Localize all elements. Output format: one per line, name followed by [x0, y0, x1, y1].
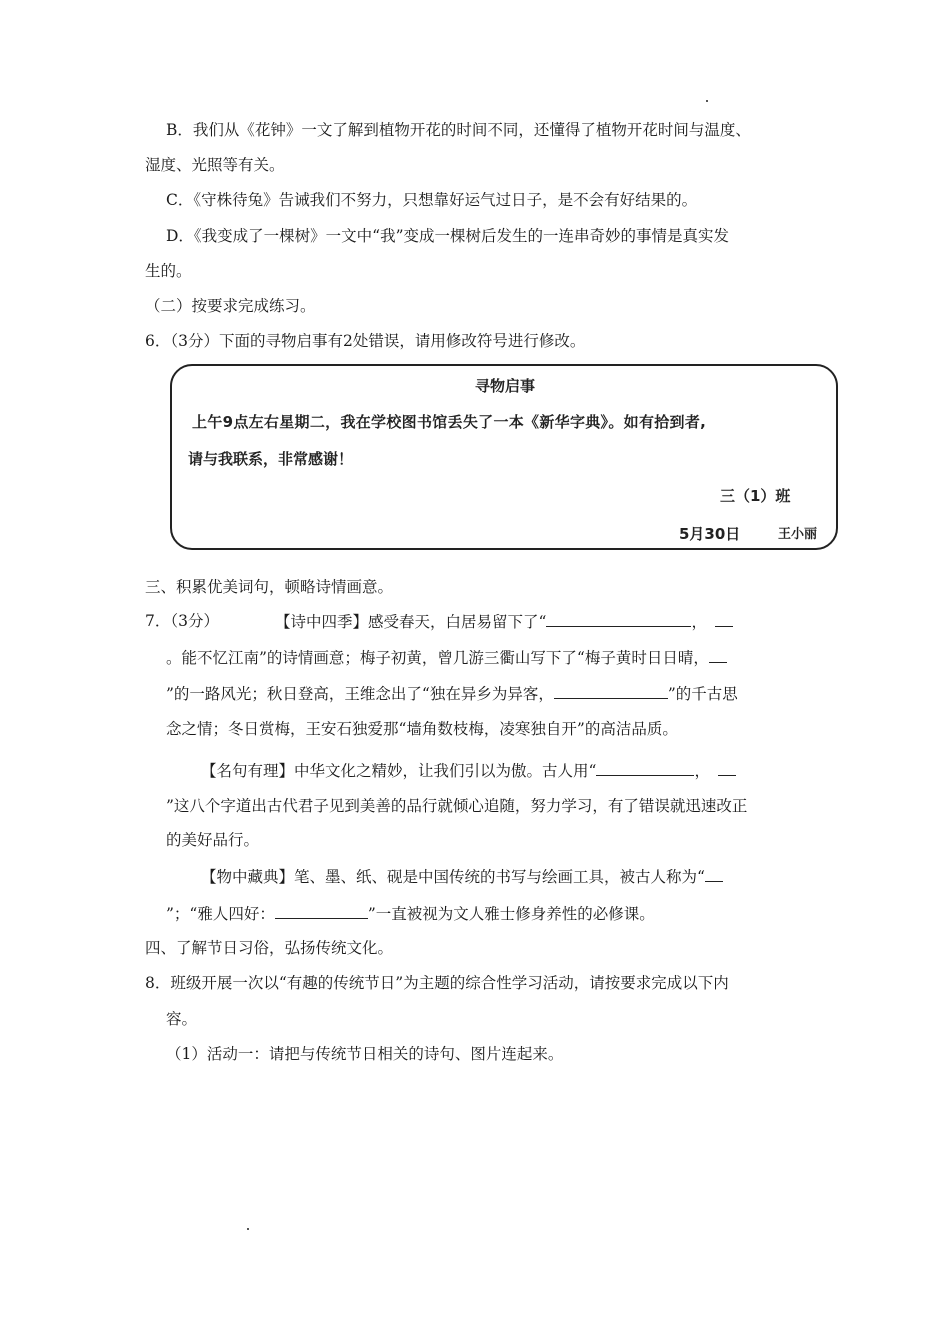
fill-blank[interactable]: [715, 610, 733, 627]
q7-line2-text: 。能不忆江南”的诗情画意；梅子初黄，曾几游三衢山写下了“梅子黄时日日晴，: [166, 649, 709, 667]
question-6: 6．（3分）下面的寻物启事有2处错误，请用修改符号进行修改。: [145, 332, 586, 350]
q8-line2: 容。: [166, 1010, 198, 1028]
fill-blank[interactable]: [554, 682, 668, 699]
fill-blank[interactable]: [718, 759, 736, 776]
notice-class: 三（1）班: [720, 487, 791, 505]
q7-line2: [166, 646, 727, 669]
q7-line1-text: 【诗中四季】感受春天，白居易留下了“: [275, 613, 547, 631]
notice-body-line1: 上午9点左右星期二，我在学校图书馆丢失了一本《新华字典》。如有拾到者,: [192, 413, 707, 431]
q7-line8: [201, 865, 723, 888]
q7-line9-tail: ”一直被视为文人雅士修身养性的必修课。: [367, 905, 655, 923]
q7-line4: 念之情；冬日赏梅，王安石独爱那“墙角数枝梅，凌寒独自开”的高洁品质。: [166, 720, 678, 738]
q8-sub1: （1）活动一：请把与传统节日相关的诗句、图片连起来。: [166, 1045, 564, 1063]
fill-blank[interactable]: [546, 610, 691, 627]
q8-line1: 8．班级开展一次以“有趣的传统节日”为主题的综合性学习活动，请按要求完成以下内: [145, 974, 729, 992]
notice-name: 王小丽: [778, 527, 818, 542]
q7-line7: 的美好品行。: [166, 831, 260, 849]
q7-line8-text: 【物中藏典】笔、墨、纸、砚是中国传统的书写与绘画工具，被古人称为“: [201, 868, 705, 886]
fill-blank[interactable]: [709, 646, 727, 663]
option-b-line2: 湿度、光照等有关。: [145, 156, 285, 174]
section-four-heading: 四、了解节日习俗，弘扬传统文化。: [145, 939, 394, 957]
notice-date: 5月30日: [679, 525, 741, 543]
q7-line9: [166, 902, 655, 925]
section-three-heading: 三、积累优美词句，顿略诗情画意。: [145, 578, 394, 596]
q7-line3-text: ”的一路风光；秋日登高，王维念出了“独在异乡为异客，: [166, 685, 554, 703]
option-b-line1: B．我们从《花钟》一文了解到植物开花的时间不同，还懂得了植物开花时间与温度、: [166, 121, 751, 139]
q7-line5-comma: ，: [694, 762, 710, 780]
q7-line3: [166, 682, 738, 705]
fill-blank[interactable]: [705, 865, 723, 882]
option-d-line2: 生的。: [145, 262, 192, 280]
option-d-line1: D．《我变成了一棵树》一文中“我”变成一棵树后发生的一连串奇妙的事情是真实发: [166, 227, 730, 245]
q7-line9-text: ”；“雅人四好：: [166, 905, 275, 923]
section-two-sub-heading: （二）按要求完成练习。: [145, 297, 316, 315]
question-7-number: 7．（3分）: [145, 612, 219, 630]
notice-title: 寻物启事: [475, 377, 536, 395]
q7-line1-comma: ，: [691, 613, 707, 631]
q7-line1: [275, 610, 733, 633]
notice-body-line2: 请与我联系，非常感谢！: [188, 450, 354, 468]
q7-line3-tail: ”的千古思: [667, 685, 738, 703]
lost-item-notice: [170, 364, 838, 550]
option-c: C．《守株待兔》告诫我们不努力，只想靠好运气过日子，是不会有好结果的。: [166, 191, 698, 209]
q7-line6: ”这八个字道出古代君子见到美善的品行就倾心追随，努力学习，有了错误就迅速改正: [166, 797, 748, 815]
q7-line5: [201, 759, 736, 782]
q7-line5-text: 【名句有理】中华文化之精妙，让我们引以为傲。古人用“: [201, 762, 597, 780]
page-mark-dot: [706, 100, 708, 102]
page-mark-dot: [247, 1228, 249, 1230]
fill-blank[interactable]: [275, 902, 368, 919]
fill-blank[interactable]: [596, 759, 694, 776]
